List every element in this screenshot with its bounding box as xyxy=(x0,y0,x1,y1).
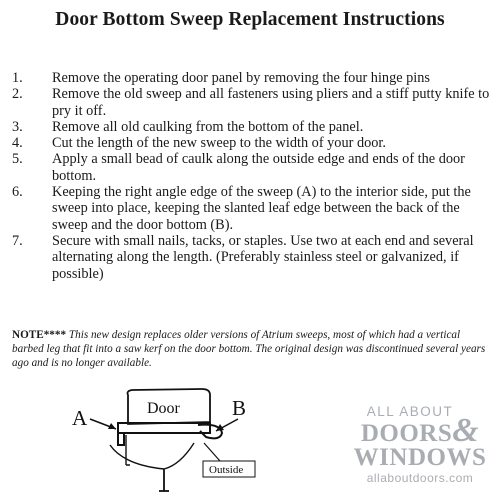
sill-curve-left xyxy=(110,445,164,469)
watermark-line2 xyxy=(340,412,500,449)
sweep-diagram-figure xyxy=(60,385,270,495)
step-number: 5. xyxy=(12,151,23,168)
instruction-step xyxy=(12,119,494,135)
step-number: 1. xyxy=(12,70,23,86)
watermark-line3: WINDOWS xyxy=(353,444,487,471)
watermark-url: allaboutdoors.com xyxy=(366,471,474,485)
sweep-diagram xyxy=(60,385,270,495)
page-title: Door Bottom Sweep Replacement Instructions xyxy=(55,9,445,30)
outside-label: Outside xyxy=(209,464,244,476)
step-number: 3. xyxy=(12,118,23,135)
instruction-list xyxy=(12,70,494,282)
step-text: Remove the old sweep and all fasteners using pliers and a stiff putty knife to pry it off. xyxy=(52,86,490,119)
instruction-step xyxy=(12,184,494,233)
instruction-step xyxy=(12,151,494,184)
step-text: Remove all old caulking from the bottom of the panel. xyxy=(52,118,364,135)
step-text: Cut the length of the new sweep to the width of your door. xyxy=(52,135,386,152)
watermark-ampersand: & xyxy=(452,412,480,449)
instruction-step xyxy=(12,135,494,151)
step-number: 2. xyxy=(12,86,23,103)
sill-curve-right xyxy=(164,443,194,469)
step-text: Remove the operating door panel by removing the four hinge pins xyxy=(52,70,430,86)
outside-pointer xyxy=(204,443,220,461)
instruction-step xyxy=(12,86,494,119)
step-text: Keeping the right angle edge of the sweep (A) to the interior side, put the sweep into place, keeping the slanted leaf edge between the back of the sweep and the door bottom (B). xyxy=(52,184,471,233)
step-number: 7. xyxy=(12,232,23,249)
watermark-logo xyxy=(340,404,500,494)
step-text: Secure with small nails, tacks, or staples. Use two at each end and several alternating along the length. (Preferably stainless steel or galvanized, if possible) xyxy=(52,232,474,282)
instruction-step xyxy=(12,233,494,282)
step-number: 4. xyxy=(12,135,23,152)
door-label: Door xyxy=(147,400,180,417)
note-label: NOTE**** xyxy=(12,329,67,341)
watermark-doors: DOORS xyxy=(360,420,453,447)
step-number: 6. xyxy=(12,184,23,201)
note-text: This new design replaces older versions of Atrium sweeps, most of which had a vertical barbed leg that fit into a saw kerf on the door bottom. The original design was discontinued several years ago and is no longer available. xyxy=(12,329,486,369)
label-b: B xyxy=(232,396,247,420)
step-text: Apply a small bead of caulk along the outside edge and ends of the door bottom. xyxy=(52,151,465,184)
instruction-step xyxy=(12,70,494,86)
note-paragraph xyxy=(12,329,490,370)
label-a: A xyxy=(72,406,88,430)
watermark-line1: ALL ABOUT xyxy=(366,404,454,419)
